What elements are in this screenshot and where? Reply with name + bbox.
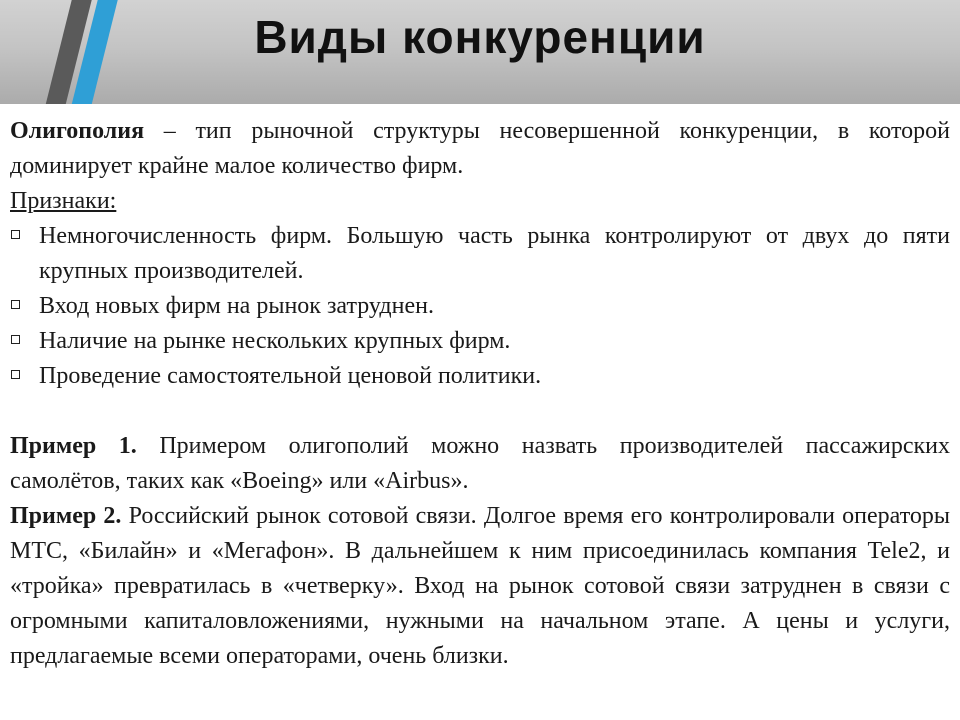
list-item: Наличие на рынке нескольких крупных фирм. xyxy=(10,324,950,359)
signs-heading: Признаки: xyxy=(10,188,117,214)
slide-title: Виды конкуренции xyxy=(254,11,706,63)
definition-paragraph xyxy=(10,114,950,184)
example-1-label: Пример 1. xyxy=(10,433,137,459)
example-2-label: Пример 2. xyxy=(10,503,122,529)
example-1-paragraph xyxy=(10,429,950,499)
square-bullet-icon xyxy=(11,370,20,379)
example-2-text: Российский рынок сотовой связи. Долгое время его контролировали операторы МТС, «Билайн» и «Мегафон». В дальнейшем к ним присоединилась компания Tele2, и «тройка» превратилась в «четверку». Вход на рынок сотовой связи затруднен в связи с огромными капиталовложениями, нужными на начальном этапе. А цены и услуги, предлагаемые всеми операторами, очень близки. xyxy=(10,503,950,669)
definition-text: – тип рыночной структуры несовершенной конкуренции, в которой доминирует крайне малое количество фирм. xyxy=(10,118,950,179)
body-text xyxy=(10,114,950,674)
example-2-paragraph xyxy=(10,499,950,674)
list-item: Немногочисленность фирм. Большую часть рынка контролируют от двух до пяти крупных производителей. xyxy=(10,219,950,289)
slide-header xyxy=(0,0,960,104)
spacer xyxy=(10,394,950,429)
square-bullet-icon xyxy=(11,230,20,239)
definition-term: Олигополия xyxy=(10,118,145,144)
square-bullet-icon xyxy=(11,335,20,344)
example-1-text: Примером олигополий можно назвать производителей пассажирских самолётов, таких как «Boeing» или «Airbus». xyxy=(10,433,950,494)
square-bullet-icon xyxy=(11,300,20,309)
slide-body xyxy=(0,104,960,720)
signs-list xyxy=(10,219,950,394)
list-item: Вход новых фирм на рынок затруднен. xyxy=(10,289,950,324)
list-item: Проведение самостоятельной ценовой политики. xyxy=(10,359,950,394)
